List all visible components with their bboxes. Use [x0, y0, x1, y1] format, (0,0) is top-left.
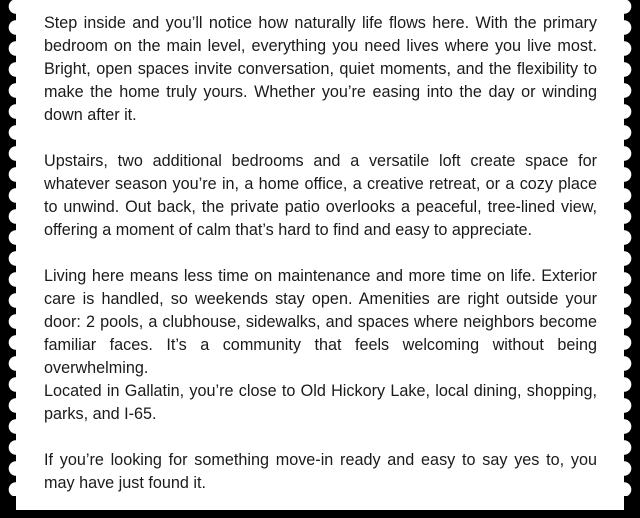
paragraph-upstairs: Upstairs, two additional bedrooms and a versatile loft create space for whatever season you’re in, a home office, a creative retreat, or a cozy place to unwind. Out back, the private patio overlooks a peaceful, tree-lined view, offering a moment of calm that’s hard to find and easy to appreciate. [44, 152, 597, 239]
paragraph-community: Living here means less time on maintenance and more time on life. Exterior care is handled, so weekends stay open. Amenities are right outside your door: 2 pools, a clubhouse, sidewalks, and spaces where neighbors become familiar faces. It’s a community that feels welcoming without being overwhelming. [44, 267, 597, 377]
paragraph-closing: If you’re looking for something move-in ready and easy to say yes to, you may have just found it. [44, 451, 597, 492]
paragraph-main-level: Step inside and you’ll notice how naturally life flows here. With the primary bedroom on the main level, everything you need lives where you live most. Bright, open spaces invite conversation, quiet moments, and the flexibility to make the home truly yours. Whether you’re easing into the day or winding down after it. [44, 14, 597, 124]
listing-description [44, 12, 597, 518]
paragraph-location: Located in Gallatin, you’re close to Old Hickory Lake, local dining, shopping, parks, and I-65. [44, 382, 597, 423]
